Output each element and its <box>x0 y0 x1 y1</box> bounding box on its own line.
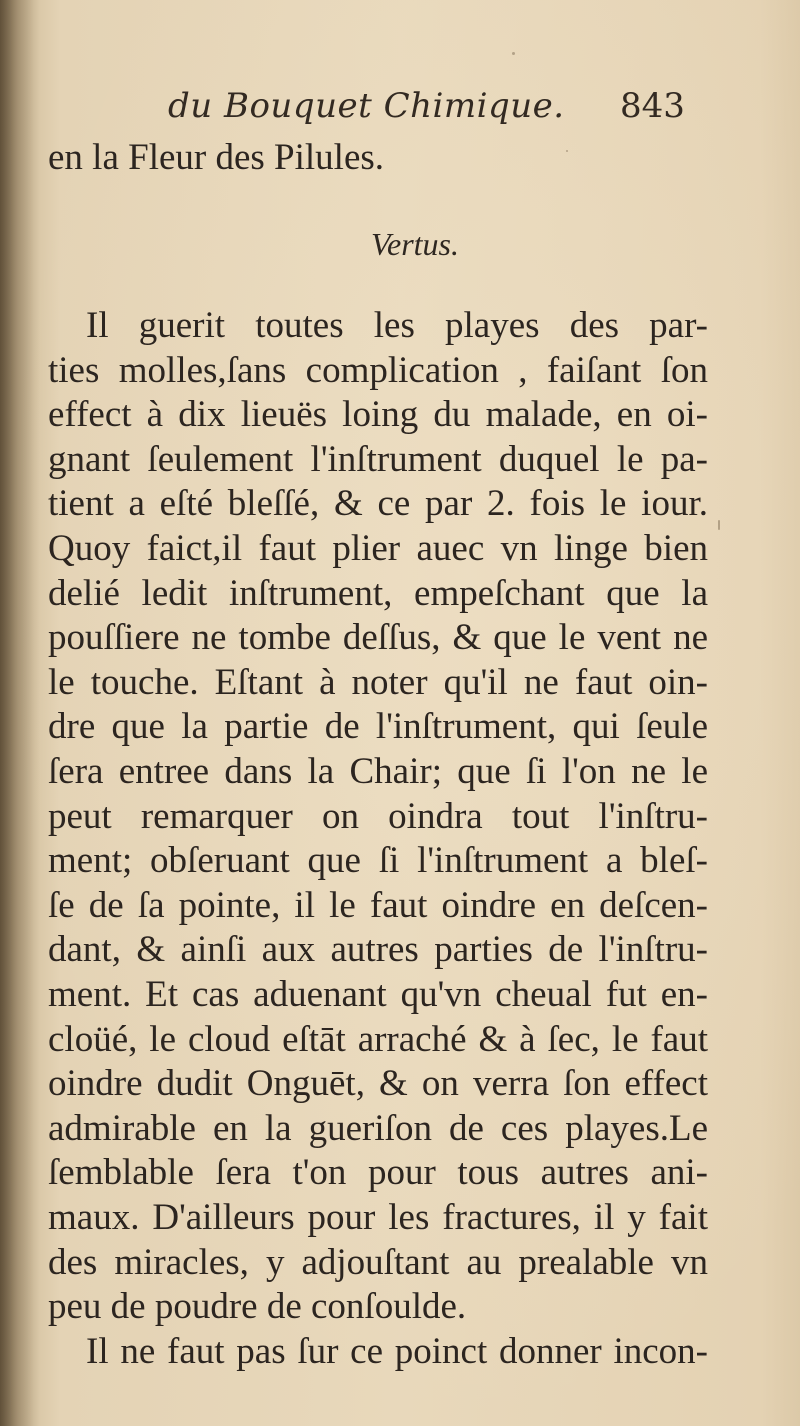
text-line: ment. Et cas aduenant qu'vn cheual fut en- <box>48 974 708 1015</box>
text-line: ſemblable ſera t'on pour tous autres ani- <box>48 1152 708 1193</box>
text-line: le touche. Eſtant à noter qu'il ne faut oin- <box>48 662 708 703</box>
text-line: dant, & ainſi aux autres parties de l'inſtru- <box>48 929 708 970</box>
text-line: peu de poudre de conſoulde. <box>48 1286 467 1327</box>
text-line: tient a eſté bleſſé, & ce par 2. fois le iour. <box>48 483 708 524</box>
paper-speck <box>566 150 568 152</box>
text-line: des miracles, y adjouſtant au prealable vn <box>48 1242 708 1283</box>
text-line: ties molles,ſans complication , faiſant ſon <box>48 350 708 391</box>
text-line: Il guerit toutes les playes des par- <box>86 305 708 346</box>
text-line: oindre dudit Onguēt, & on verra ſon effect <box>48 1063 708 1104</box>
gutter-shadow <box>0 0 40 1426</box>
running-title: du Bouquet Chimique. <box>168 86 565 126</box>
text-line: maux. D'ailleurs pour les fractures, il y fait <box>48 1197 708 1238</box>
text-line: delié ledit inſtrument, empeſchant que la <box>48 573 708 614</box>
text-line: gnant ſeulement l'inſtrument duquel le pa- <box>48 439 708 480</box>
paper-speck <box>512 52 515 55</box>
text-line: Quoy faict,il faut plier auec vn linge bien <box>48 528 708 569</box>
paper-speck <box>718 520 720 530</box>
text-line: ſe de ſa pointe, il le faut oindre en deſcen- <box>48 885 708 926</box>
text-line: cloüé, le cloud eſtāt arraché & à ſec, le faut <box>48 1019 708 1060</box>
text-line: Il ne faut pas ſur ce poinct donner incon- <box>86 1331 708 1372</box>
page-number: 843 <box>620 86 685 126</box>
text-line: effect à dix lieuës loing du malade, en oi- <box>48 394 708 435</box>
page-header <box>0 78 800 138</box>
text-line: ſera entree dans la Chair; que ſi l'on ne le <box>48 751 708 792</box>
text-line: ment; obſeruant que ſi l'inſtrument a bleſ- <box>48 840 708 881</box>
text-line: dre que la partie de l'inſtrument, qui ſeule <box>48 706 708 747</box>
text-line: peut remarquer on oindra tout l'inſtru- <box>48 796 708 837</box>
text-line: admirable en la gueriſon de ces playes.Le <box>48 1108 708 1149</box>
section-heading: Vertus. <box>371 226 459 262</box>
text-line: pouſſiere ne tombe deſſus, & que le vent ne <box>48 617 708 658</box>
carry-over-line: en la Fleur des Pilules. <box>48 137 385 178</box>
